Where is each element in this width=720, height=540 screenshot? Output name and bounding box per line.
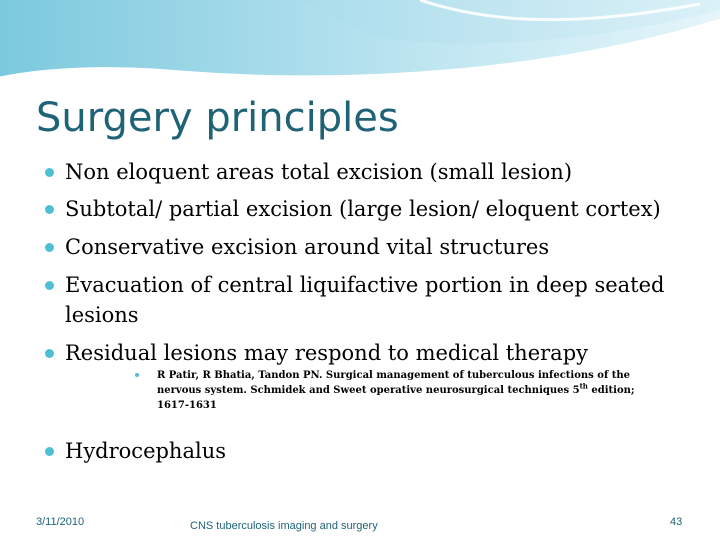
bullet-item xyxy=(45,436,685,466)
footer-title: CNS tuberculosis imaging and surgery xyxy=(190,520,378,532)
bullet-text: Residual lesions may respond to medical therapy xyxy=(65,341,589,365)
bullet-text: Conservative excision around vital structures xyxy=(65,235,550,259)
bullet-dot-icon xyxy=(45,281,54,290)
reference-text-end: edition; 1617-1631 xyxy=(157,385,635,411)
bullet-item xyxy=(45,157,685,187)
header-wave-decoration xyxy=(0,0,720,92)
bullet-text: Non eloquent areas total excision (small lesion) xyxy=(65,160,573,184)
bullet-dot-icon xyxy=(45,205,54,214)
page-number: 43 xyxy=(670,516,683,528)
slide-title: Surgery principles xyxy=(36,95,399,141)
bullet-dot-icon xyxy=(45,349,54,358)
bullet-item xyxy=(45,270,685,330)
bullet-item xyxy=(45,232,685,262)
sub-bullet-dot-icon xyxy=(135,373,139,377)
bullet-text: Evacuation of central liquifactive portion in deep seated lesions xyxy=(65,273,665,327)
bullet-dot-icon xyxy=(45,447,54,456)
bullet-list xyxy=(45,157,685,466)
bullet-text: Subtotal/ partial excision (large lesion/ eloquent cortex) xyxy=(65,197,661,221)
reference-superscript: th xyxy=(579,381,588,391)
bullet-item xyxy=(45,338,685,368)
reference-citation xyxy=(135,368,657,413)
bullet-dot-icon xyxy=(45,168,54,177)
reference-text: R Patir, R Bhatia, Tandon PN. Surgical management of tuberculous infections of the nervous system. Schmidek and Sweet operative neurosurgical techniques 5 xyxy=(157,370,630,396)
bullet-item xyxy=(45,194,685,224)
bullet-dot-icon xyxy=(45,243,54,252)
footer-date: 3/11/2010 xyxy=(36,516,85,528)
bullet-text: Hydrocephalus xyxy=(65,439,226,463)
